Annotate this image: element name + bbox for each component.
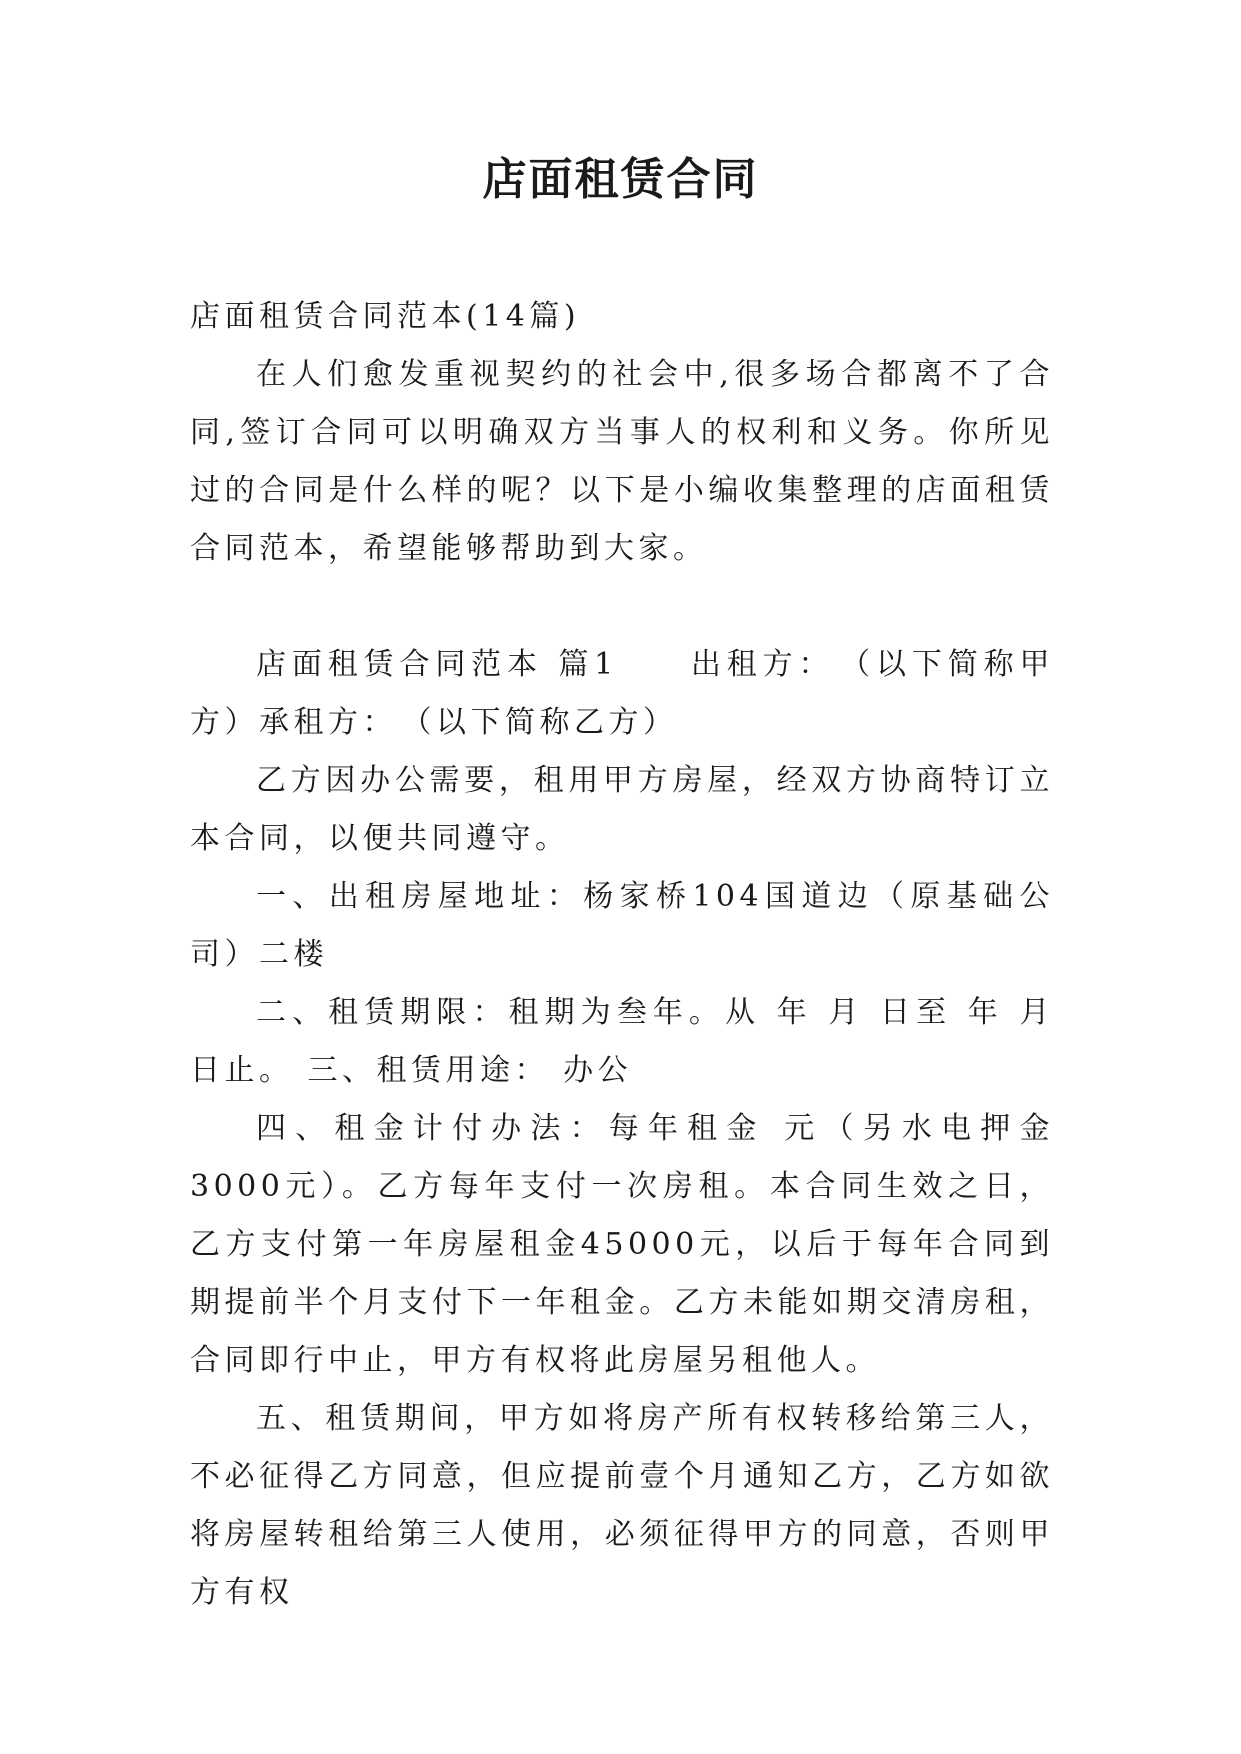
document-body: [190, 288, 1054, 1622]
purpose-paragraph: 乙方因办公需要，租用甲方房屋，经双方协商特订立本合同，以便共同遵守。: [190, 763, 1054, 856]
clause-2-term: 二、租赁期限：租期为叁年。从 年 月 日至 年 月 日止。 三、租赁用途： 办公: [190, 995, 1054, 1088]
clause-5-transfer: 五、租赁期间，甲方如将房产所有权转移给第三人，不必征得乙方同意，但应提前壹个月通知乙方，乙方如欲将房屋转租给第三人使用，必须征得甲方的同意，否则甲方有权: [190, 1401, 1054, 1610]
paragraph-spacer: [190, 578, 1054, 636]
clause-1-address: 一、出租房屋地址：杨家桥104国道边（原基础公司）二楼: [190, 879, 1054, 972]
document-subtitle: 店面租赁合同范本(14篇): [190, 299, 581, 334]
contract-header-paragraph: 店面租赁合同范本 篇1 出租方： （以下简称甲方）承租方： （以下简称乙方）: [190, 647, 1054, 740]
intro-paragraph: 在人们愈发重视契约的社会中,很多场合都离不了合同,签订合同可以明确双方当事人的权利和义务。你所见过的合同是什么样的呢？以下是小编收集整理的店面租赁合同范本，希望能够帮助到大家。: [190, 357, 1054, 566]
document-title: 店面租赁合同: [482, 154, 759, 205]
clause-4-rent: 四、租金计付办法：每年租金 元（另水电押金3000元）。乙方每年支付一次房租。本合同生效之日，乙方支付第一年房屋租金45000元，以后于每年合同到期提前半个月支付下一年租金。乙方未能如期交清房租，合同即行中止，甲方有权将此房屋另租他人。: [190, 1111, 1054, 1378]
